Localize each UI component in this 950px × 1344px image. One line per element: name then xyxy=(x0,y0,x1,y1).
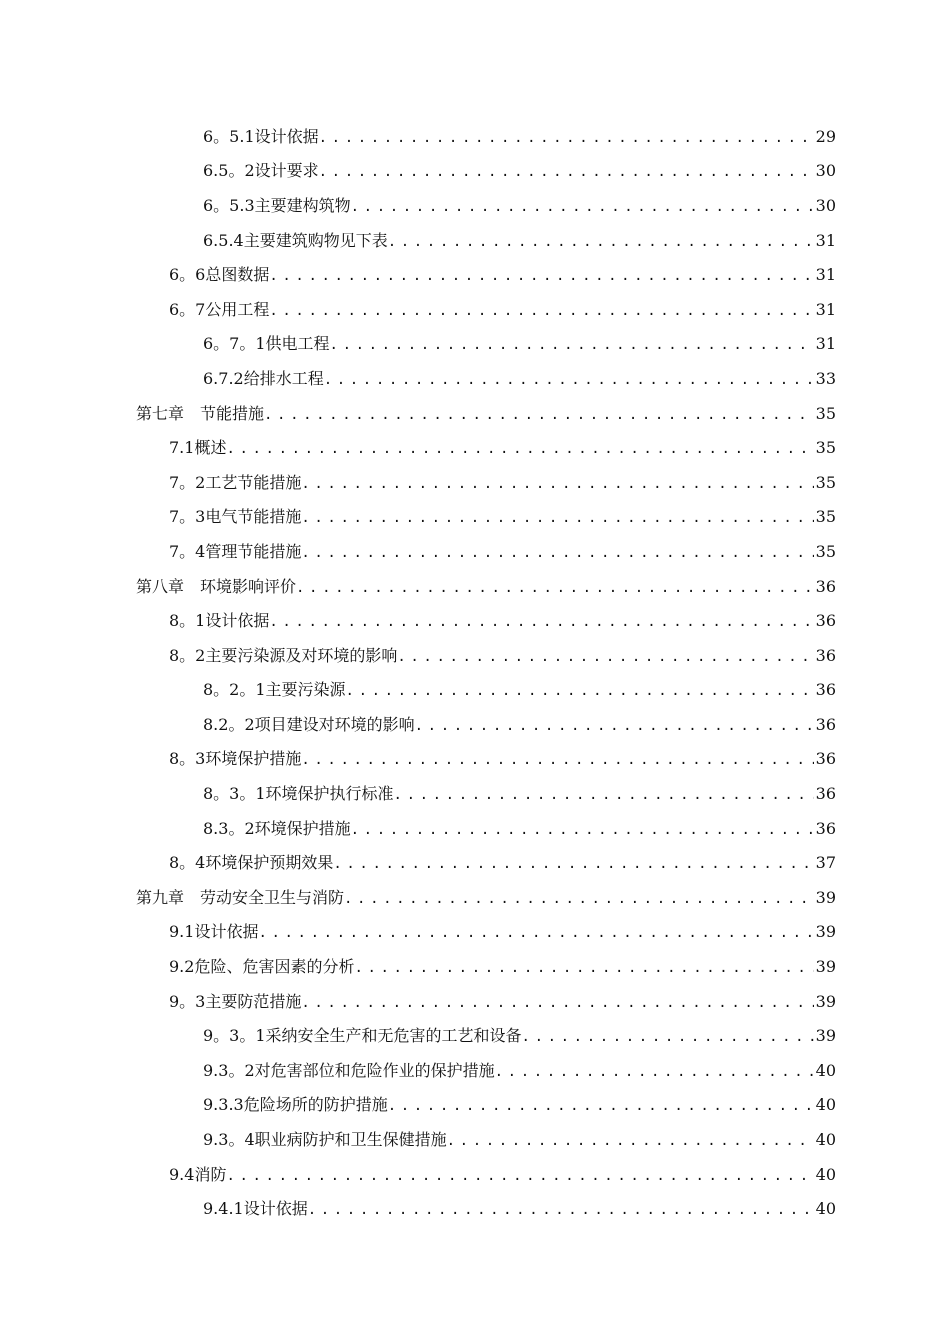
toc-entry-content xyxy=(203,1061,836,1082)
toc-entry-page-number: 36 xyxy=(815,749,836,769)
toc-entry-title: 8。4环境保护预期效果 xyxy=(169,853,334,873)
dot-leader xyxy=(226,1166,813,1186)
toc-entry-content xyxy=(169,646,836,667)
toc-entry-content xyxy=(203,196,836,217)
toc-entry-title: 9.2危险、危害因素的分析 xyxy=(169,957,355,977)
toc-entry-page-number: 36 xyxy=(815,680,836,700)
toc-entry[interactable] xyxy=(0,708,950,743)
toc-entry-page-number: 39 xyxy=(815,922,836,942)
toc-entry-page-number: 30 xyxy=(815,195,836,215)
toc-entry-page-number: 35 xyxy=(815,541,836,561)
dot-leader xyxy=(415,716,814,736)
toc-entry-title: 9.4.1设计依据 xyxy=(203,1199,308,1219)
toc-entry[interactable] xyxy=(0,639,950,674)
toc-entry-page-number: 33 xyxy=(815,368,836,388)
toc-entry-content xyxy=(169,749,836,770)
toc-entry-page-number: 40 xyxy=(815,1130,836,1150)
toc-entry[interactable] xyxy=(0,431,950,466)
toc-entry-content xyxy=(169,265,836,286)
toc-entry-page-number: 40 xyxy=(815,1199,836,1219)
toc-entry-title: 8。1设计依据 xyxy=(169,611,270,631)
dot-leader xyxy=(354,958,813,978)
toc-entry-content xyxy=(169,1165,836,1186)
toc-entry-title: 9.3.3危险场所的防护措施 xyxy=(203,1095,388,1115)
toc-entry[interactable] xyxy=(0,570,950,605)
dot-leader xyxy=(269,266,813,286)
toc-entry-page-number: 31 xyxy=(815,230,836,250)
toc-entry-page-number: 31 xyxy=(815,334,836,354)
toc-entry-title: 6。6总图数据 xyxy=(169,265,270,285)
toc-entry[interactable] xyxy=(0,397,950,432)
toc-entry-page-number: 39 xyxy=(815,1026,836,1046)
toc-entry-content xyxy=(169,542,836,563)
dot-leader xyxy=(296,578,814,598)
table-of-contents xyxy=(0,120,950,1227)
toc-entry-content xyxy=(203,1130,836,1151)
toc-entry[interactable] xyxy=(0,1192,950,1227)
toc-entry[interactable] xyxy=(0,604,950,639)
toc-entry[interactable] xyxy=(0,501,950,536)
toc-entry-content xyxy=(203,680,836,701)
toc-entry-title: 6。7公用工程 xyxy=(169,299,270,319)
toc-entry-page-number: 36 xyxy=(815,576,836,596)
dot-leader xyxy=(330,335,814,355)
toc-entry-content xyxy=(203,161,836,182)
toc-entry-title: 9.1设计依据 xyxy=(169,922,259,942)
toc-entry-page-number: 36 xyxy=(815,611,836,631)
toc-entry[interactable] xyxy=(0,812,950,847)
toc-entry-page-number: 35 xyxy=(815,403,836,423)
toc-entry-page-number: 35 xyxy=(815,507,836,527)
toc-entry-title: 6。7。1供电工程 xyxy=(203,334,330,354)
toc-entry-page-number: 35 xyxy=(815,472,836,492)
toc-entry[interactable] xyxy=(0,224,950,259)
toc-entry-page-number: 36 xyxy=(815,818,836,838)
toc-entry[interactable] xyxy=(0,846,950,881)
dot-leader xyxy=(522,1027,814,1047)
toc-entry-content xyxy=(203,784,836,805)
toc-entry-page-number: 29 xyxy=(815,126,836,146)
dot-leader xyxy=(324,370,814,390)
dot-leader xyxy=(333,854,813,874)
toc-entry-title: 7。3电气节能措施 xyxy=(169,507,302,527)
toc-entry-title: 6.5。2设计要求 xyxy=(203,161,319,181)
toc-entry-page-number: 39 xyxy=(815,991,836,1011)
toc-entry-title: 7。2工艺节能措施 xyxy=(169,472,302,492)
toc-entry-title: 8。3。1环境保护执行标准 xyxy=(203,784,394,804)
toc-entry[interactable] xyxy=(0,985,950,1020)
dot-leader xyxy=(388,232,814,252)
toc-entry[interactable] xyxy=(0,466,950,501)
toc-entry[interactable] xyxy=(0,189,950,224)
toc-entry-title: 8。2。1主要污染源 xyxy=(203,680,346,700)
toc-entry-title: 9。3。1采纳安全生产和无危害的工艺和设备 xyxy=(203,1026,522,1046)
toc-entry-title: 7。4管理节能措施 xyxy=(169,541,302,561)
toc-entry-page-number: 40 xyxy=(815,1095,836,1115)
toc-entry-title: 第七章 节能措施 xyxy=(136,403,265,423)
dot-leader xyxy=(351,820,814,840)
toc-entry[interactable] xyxy=(0,1123,950,1158)
dot-leader xyxy=(308,1200,814,1220)
toc-entry[interactable] xyxy=(0,258,950,293)
toc-entry-content xyxy=(169,853,836,874)
dot-leader xyxy=(269,612,813,632)
toc-entry-page-number: 31 xyxy=(815,299,836,319)
toc-entry[interactable] xyxy=(0,916,950,951)
toc-entry[interactable] xyxy=(0,777,950,812)
toc-entry-title: 8.3。2环境保护措施 xyxy=(203,818,351,838)
toc-entry-title: 9.4消防 xyxy=(169,1164,227,1184)
toc-entry[interactable] xyxy=(0,328,950,363)
toc-entry-title: 6.7.2给排水工程 xyxy=(203,368,324,388)
dot-leader xyxy=(301,508,813,528)
toc-entry[interactable] xyxy=(0,1054,950,1089)
toc-entry[interactable] xyxy=(0,743,950,778)
toc-entry[interactable] xyxy=(0,535,950,570)
dot-leader xyxy=(344,889,814,909)
dot-leader xyxy=(388,1096,814,1116)
toc-entry-content xyxy=(203,1199,836,1220)
dot-leader xyxy=(447,1131,814,1151)
dot-leader xyxy=(301,474,813,494)
toc-entry[interactable] xyxy=(0,1158,950,1193)
dot-leader xyxy=(269,301,813,321)
toc-entry[interactable] xyxy=(0,950,950,985)
toc-entry-page-number: 36 xyxy=(815,784,836,804)
toc-entry-content xyxy=(136,888,836,909)
toc-entry-content xyxy=(203,1026,836,1047)
dot-leader xyxy=(319,128,814,148)
toc-entry-title: 第九章 劳动安全卫生与消防 xyxy=(136,887,345,907)
toc-entry-content xyxy=(169,300,836,321)
toc-entry-title: 6。5.3主要建构筑物 xyxy=(203,195,351,215)
toc-entry-page-number: 30 xyxy=(815,161,836,181)
toc-entry-page-number: 36 xyxy=(815,645,836,665)
dot-leader xyxy=(264,405,814,425)
toc-entry-content xyxy=(203,819,836,840)
toc-entry-content xyxy=(169,438,836,459)
toc-entry-content xyxy=(169,507,836,528)
toc-entry-content xyxy=(169,957,836,978)
toc-entry-content xyxy=(203,1095,836,1116)
dot-leader xyxy=(351,197,814,217)
toc-entry-title: 9.3。2对危害部位和危险作业的保护措施 xyxy=(203,1060,495,1080)
toc-entry[interactable] xyxy=(0,881,950,916)
dot-leader xyxy=(226,439,813,459)
dot-leader xyxy=(346,681,814,701)
toc-entry-content xyxy=(203,231,836,252)
toc-entry-page-number: 31 xyxy=(815,265,836,285)
toc-entry-content xyxy=(169,473,836,494)
toc-entry-title: 6.5.4主要建筑购物见下表 xyxy=(203,230,388,250)
toc-entry-title: 9.3。4职业病防护和卫生保健措施 xyxy=(203,1130,447,1150)
toc-entry-content xyxy=(169,922,836,943)
toc-entry-title: 8。3环境保护措施 xyxy=(169,749,302,769)
toc-entry-page-number: 39 xyxy=(815,887,836,907)
toc-entry-content xyxy=(169,611,836,632)
toc-entry-page-number: 37 xyxy=(815,853,836,873)
toc-entry[interactable] xyxy=(0,1019,950,1054)
toc-entry-title: 8。2主要污染源及对环境的影响 xyxy=(169,645,398,665)
toc-entry-content xyxy=(203,369,836,390)
dot-leader xyxy=(258,923,813,943)
toc-entry-page-number: 36 xyxy=(815,714,836,734)
dot-leader xyxy=(319,162,814,182)
toc-entry-title: 8.2。2项目建设对环境的影响 xyxy=(203,714,415,734)
dot-leader xyxy=(495,1062,814,1082)
dot-leader xyxy=(301,543,813,563)
dot-leader xyxy=(394,785,814,805)
toc-entry-content xyxy=(203,334,836,355)
toc-entry[interactable] xyxy=(0,293,950,328)
toc-entry[interactable] xyxy=(0,1089,950,1124)
toc-entry-title: 9。3主要防范措施 xyxy=(169,991,302,1011)
toc-entry-page-number: 35 xyxy=(815,438,836,458)
toc-entry[interactable] xyxy=(0,155,950,190)
toc-entry-content xyxy=(203,127,836,148)
toc-entry-content xyxy=(136,404,836,425)
toc-entry-page-number: 40 xyxy=(815,1060,836,1080)
toc-entry-content xyxy=(136,577,836,598)
toc-entry-page-number: 39 xyxy=(815,957,836,977)
toc-entry-title: 7.1概述 xyxy=(169,438,227,458)
toc-entry[interactable] xyxy=(0,120,950,155)
dot-leader xyxy=(301,993,813,1013)
toc-entry-content xyxy=(203,715,836,736)
toc-entry-content xyxy=(169,992,836,1013)
dot-leader xyxy=(301,750,813,770)
toc-entry-title: 6。5.1设计依据 xyxy=(203,126,319,146)
toc-entry-page-number: 40 xyxy=(815,1164,836,1184)
toc-entry[interactable] xyxy=(0,674,950,709)
dot-leader xyxy=(397,647,813,667)
toc-entry[interactable] xyxy=(0,362,950,397)
toc-entry-title: 第八章 环境影响评价 xyxy=(136,576,297,596)
